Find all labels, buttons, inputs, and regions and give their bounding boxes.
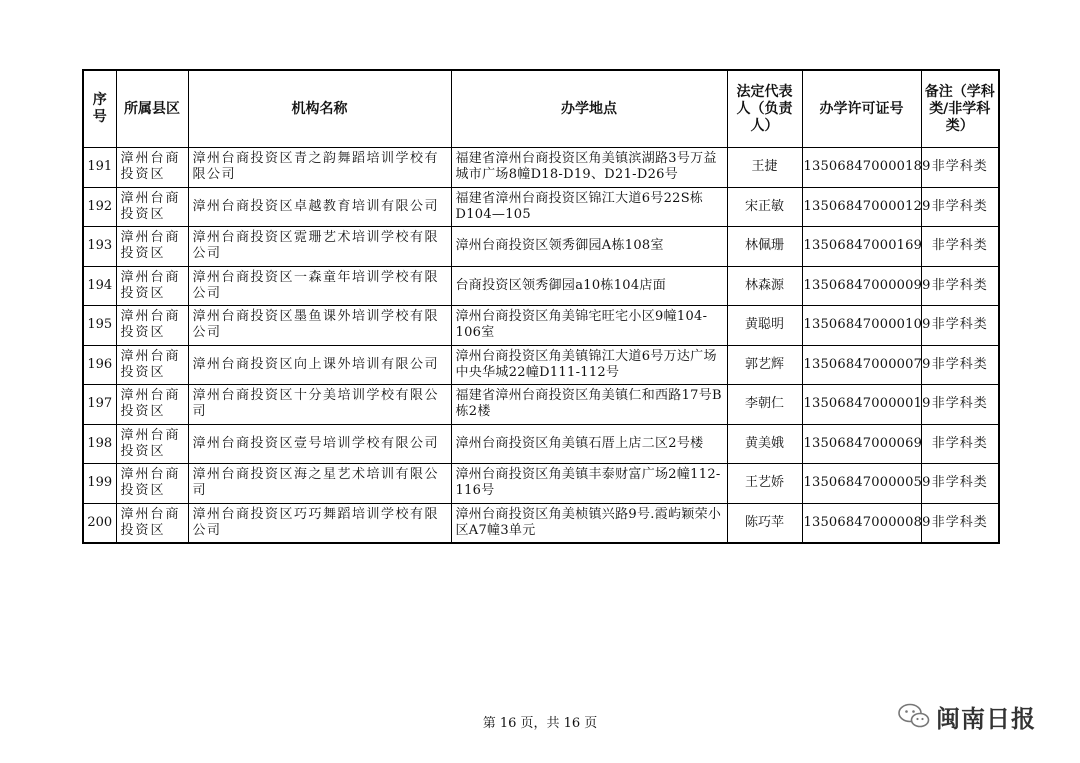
cell-county: 漳州台商投资区 — [116, 345, 188, 385]
cell-license: 13506847000169 — [802, 227, 921, 267]
cell-note: 非学科类 — [921, 385, 999, 425]
cell-name: 漳州台商投资区青之韵舞蹈培训学校有限公司 — [188, 148, 451, 188]
cell-no: 193 — [83, 227, 116, 267]
cell-address: 漳州台商投资区角美镇石厝上店二区2号楼 — [451, 424, 727, 464]
cell-rep: 宋正敏 — [727, 187, 802, 227]
table-row — [83, 306, 999, 346]
cell-name: 漳州台商投资区霓珊艺术培训学校有限公司 — [188, 227, 451, 267]
cell-no: 197 — [83, 385, 116, 425]
cell-note: 非学科类 — [921, 266, 999, 306]
cell-county: 漳州台商投资区 — [116, 385, 188, 425]
cell-note: 非学科类 — [921, 464, 999, 504]
cell-address: 漳州台商投资区角美镇锦江大道6号万达广场中央华城22幢D111-112号 — [451, 345, 727, 385]
table-row — [83, 266, 999, 306]
header-rep: 法定代表人（负责人） — [727, 70, 802, 148]
cell-license: 135068470000129 — [802, 187, 921, 227]
header-license: 办学许可证号 — [802, 70, 921, 148]
cell-note: 非学科类 — [921, 227, 999, 267]
header-no: 序号 — [83, 70, 116, 148]
cell-name: 漳州台商投资区卓越教育培训有限公司 — [188, 187, 451, 227]
cell-county: 漳州台商投资区 — [116, 464, 188, 504]
cell-address: 漳州台商投资区角美镇丰泰财富广场2幢112-116号 — [451, 464, 727, 504]
page-footer: 第 16 页，共 16 页 — [482, 716, 598, 731]
cell-county: 漳州台商投资区 — [116, 227, 188, 267]
cell-license: 135068470000019 — [802, 385, 921, 425]
cell-rep: 黄聪明 — [727, 306, 802, 346]
cell-no: 195 — [83, 306, 116, 346]
table-row — [83, 148, 999, 188]
header-row — [83, 70, 999, 148]
cell-county: 漳州台商投资区 — [116, 306, 188, 346]
wechat-icon — [898, 703, 930, 729]
cell-no: 199 — [83, 464, 116, 504]
cell-rep: 林佩珊 — [727, 227, 802, 267]
cell-county: 漳州台商投资区 — [116, 266, 188, 306]
institution-table — [82, 69, 1000, 544]
cell-license: 135068470000089 — [802, 503, 921, 543]
table-row — [83, 424, 999, 464]
header-address: 办学地点 — [451, 70, 727, 148]
cell-note: 非学科类 — [921, 187, 999, 227]
cell-name: 漳州台商投资区海之星艺术培训有限公司 — [188, 464, 451, 504]
watermark-text: 闽南日报 — [936, 704, 1036, 733]
cell-no: 196 — [83, 345, 116, 385]
cell-address: 福建省漳州台商投资区角美镇滨湖路3号万益城市广场8幢D18-D19、D21-D26号 — [451, 148, 727, 188]
cell-rep: 李朝仁 — [727, 385, 802, 425]
header-note: 备注（学科类/非学科类） — [921, 70, 999, 148]
cell-county: 漳州台商投资区 — [116, 503, 188, 543]
header-name: 机构名称 — [188, 70, 451, 148]
cell-name: 漳州台商投资区向上课外培训有限公司 — [188, 345, 451, 385]
cell-name: 漳州台商投资区一森童年培训学校有限公司 — [188, 266, 451, 306]
cell-no: 194 — [83, 266, 116, 306]
cell-rep: 王捷 — [727, 148, 802, 188]
cell-county: 漳州台商投资区 — [116, 187, 188, 227]
cell-license: 135068470000079 — [802, 345, 921, 385]
cell-address: 福建省漳州台商投资区角美镇仁和西路17号B栋2楼 — [451, 385, 727, 425]
table-row — [83, 503, 999, 543]
cell-license: 135068470000109 — [802, 306, 921, 346]
cell-note: 非学科类 — [921, 306, 999, 346]
header-county: 所属县区 — [116, 70, 188, 148]
cell-no: 198 — [83, 424, 116, 464]
cell-rep: 陈巧苹 — [727, 503, 802, 543]
cell-note: 非学科类 — [921, 345, 999, 385]
table-row — [83, 227, 999, 267]
cell-name: 漳州台商投资区十分美培训学校有限公司 — [188, 385, 451, 425]
cell-license: 135068470000099 — [802, 266, 921, 306]
cell-rep: 王艺娇 — [727, 464, 802, 504]
cell-rep: 黄美娥 — [727, 424, 802, 464]
table-row — [83, 187, 999, 227]
cell-license: 135068470000189 — [802, 148, 921, 188]
watermark — [898, 698, 1036, 734]
cell-name: 漳州台商投资区壹号培训学校有限公司 — [188, 424, 451, 464]
table-row — [83, 345, 999, 385]
cell-rep: 林森源 — [727, 266, 802, 306]
cell-license: 135068470000059 — [802, 464, 921, 504]
cell-name: 漳州台商投资区墨鱼课外培训学校有限公司 — [188, 306, 451, 346]
cell-note: 非学科类 — [921, 148, 999, 188]
cell-rep: 郭艺辉 — [727, 345, 802, 385]
cell-county: 漳州台商投资区 — [116, 424, 188, 464]
cell-address: 漳州台商投资区领秀御园A栋108室 — [451, 227, 727, 267]
cell-name: 漳州台商投资区巧巧舞蹈培训学校有限公司 — [188, 503, 451, 543]
cell-note: 非学科类 — [921, 503, 999, 543]
cell-address: 漳州台商投资区角美桢镇兴路9号.霞屿颖荣小区A7幢3单元 — [451, 503, 727, 543]
cell-county: 漳州台商投资区 — [116, 148, 188, 188]
cell-address: 台商投资区领秀御园a10栋104店面 — [451, 266, 727, 306]
cell-no: 200 — [83, 503, 116, 543]
cell-note: 非学科类 — [921, 424, 999, 464]
cell-address: 福建省漳州台商投资区锦江大道6号22S栋D104—105 — [451, 187, 727, 227]
table-row — [83, 385, 999, 425]
cell-address: 漳州台商投资区角美锦宅旺宅小区9幢104-106室 — [451, 306, 727, 346]
cell-no: 192 — [83, 187, 116, 227]
cell-license: 13506847000069 — [802, 424, 921, 464]
cell-no: 191 — [83, 148, 116, 188]
table-row — [83, 464, 999, 504]
